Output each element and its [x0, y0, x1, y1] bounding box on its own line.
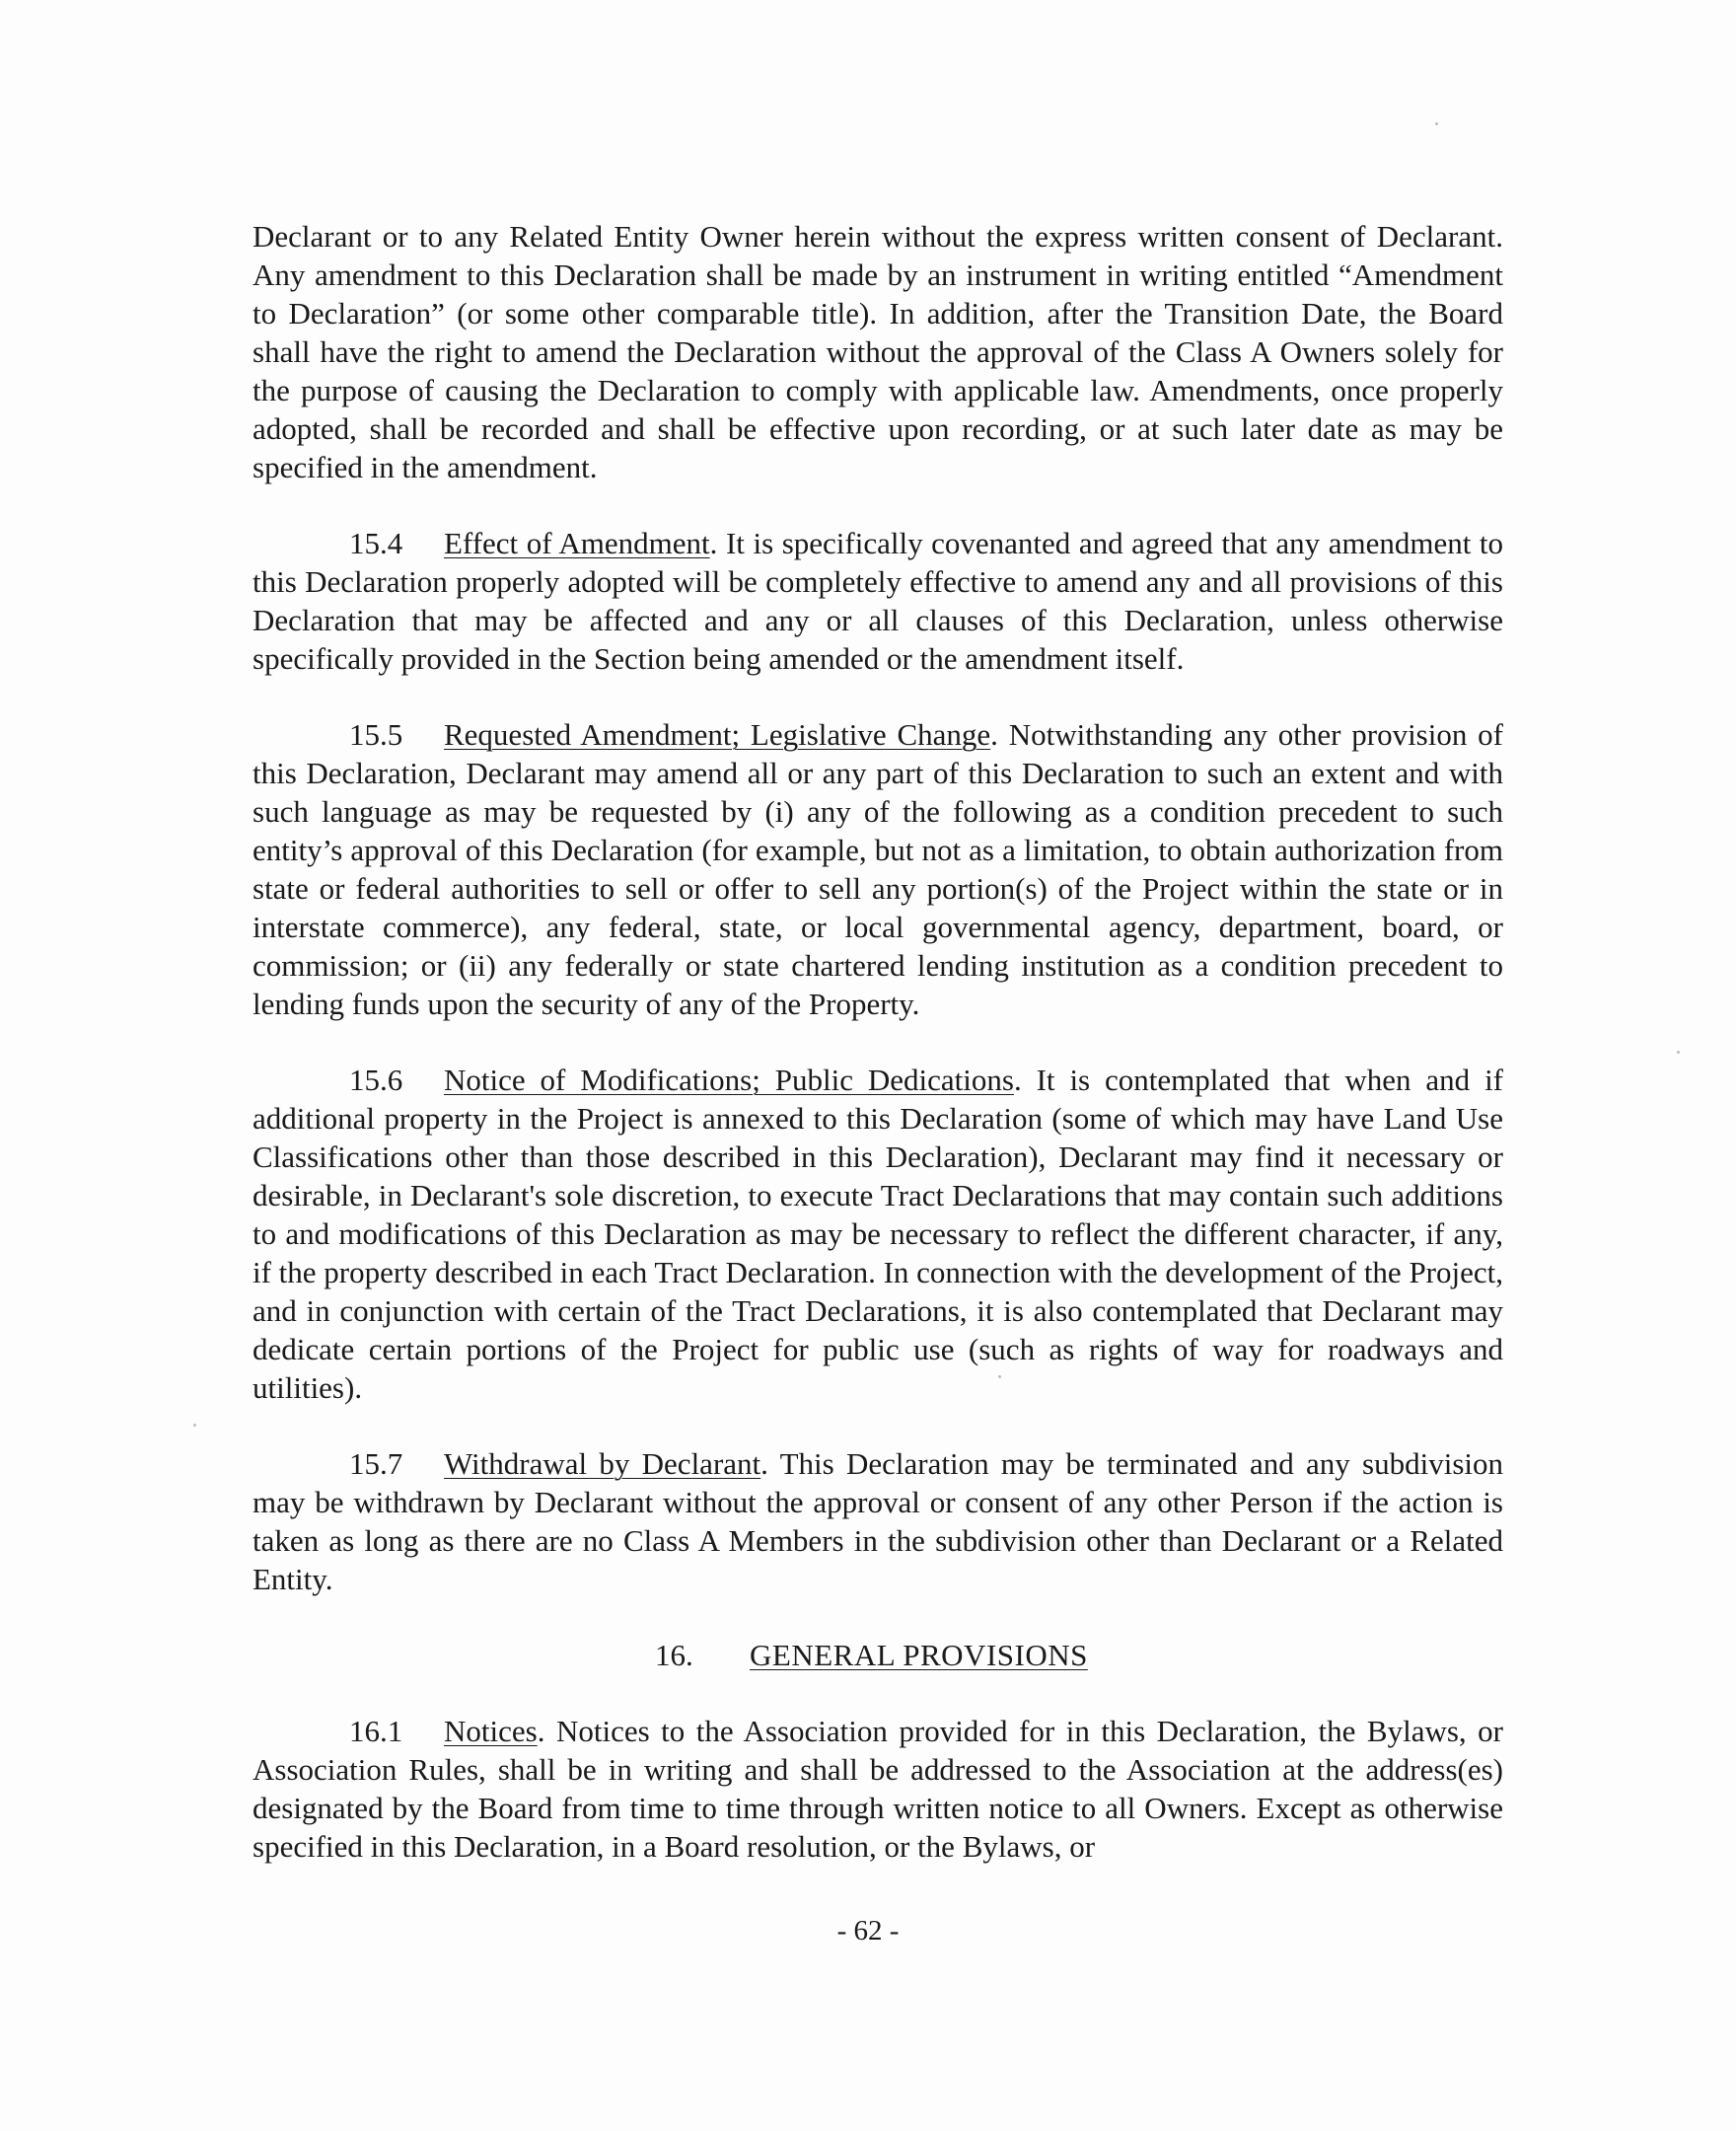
paragraph-number: 16.1 — [349, 1714, 403, 1748]
paragraph-number: 15.7 — [349, 1446, 403, 1481]
section-title: GENERAL PROVISIONS — [750, 1638, 1088, 1672]
scan-speck — [998, 1375, 1001, 1378]
paragraph-number: 15.4 — [349, 526, 403, 560]
paragraph-text: . It is specifically covenanted and agreed that any amendment to this Declaration properly adopted will be completely effective to amend any and all provisions of this Declaration that may be affected and any or all clauses of this Declaration, unless otherwise specifically provided in the Section being amended or the amendment itself. — [253, 526, 1503, 676]
paragraph-number: 15.5 — [349, 717, 403, 752]
paragraph-heading: Notice of Modifications; Public Dedications — [444, 1063, 1014, 1097]
paragraph-heading: Effect of Amendment — [444, 526, 710, 560]
paragraph-text: . This Declaration may be terminated and any subdivision may be withdrawn by Declarant without the approval or consent of any other Person if the action is taken as long as there are no Class A Members in the subdivision other than Declarant or a Related Entity. — [253, 1446, 1503, 1596]
scan-speck — [1435, 122, 1438, 125]
paragraph-15-4 — [253, 524, 1503, 678]
scan-speck — [1677, 1051, 1680, 1054]
paragraph-15-6 — [253, 1061, 1503, 1407]
paragraph-heading: Withdrawal by Declarant — [444, 1446, 761, 1481]
section-heading — [253, 1636, 1503, 1674]
scan-speck — [193, 1424, 196, 1427]
paragraph-number: 15.6 — [349, 1063, 403, 1097]
paragraph-text: Declarant or to any Related Entity Owner herein without the express written consent of Declarant. Any amendment to this Declaration shall be made by an instrument in writing entitled “Amendment to Declaration” (or some other comparable title). In addition, after the Transition Date, the Board shall have the right to amend the Declaration without the approval of the Class A Owners solely for the purpose of causing the Declaration to comply with applicable law. Amendments, once properly adopted, shall be recorded and shall be effective upon recording, or at such later date as may be specified in the amendment. — [253, 219, 1503, 484]
paragraph-15-5 — [253, 715, 1503, 1023]
paragraph-text: . Notwithstanding any other provision of this Declaration, Declarant may amend all or any part of this Declaration to such an extent and with such language as may be requested by (i) any of the following as a condition precedent to such entity’s approval of this Declaration (for example, but not as a limitation, to obtain authorization from state or federal authorities to sell or offer to sell any portion(s) of the Project within the state or in interstate commerce), any federal, state, or local governmental agency, department, board, or commission; or (ii) any federally or state chartered lending institution as a condition precedent to lending funds upon the security of any of the Property. — [253, 717, 1503, 1021]
paragraph-text: . Notices to the Association provided for in this Declaration, the Bylaws, or Association Rules, shall be in writing and shall be addressed to the Association at the address(es) designated by the Board from time to time through written notice to all Owners. Except as otherwise specified in this Declaration, in a Board resolution, or the Bylaws, or — [253, 1714, 1503, 1864]
paragraph-heading: Notices — [444, 1714, 538, 1748]
section-number: 16. — [655, 1638, 693, 1672]
paragraph-15-7 — [253, 1444, 1503, 1598]
document-body — [253, 217, 1503, 1903]
paragraph-heading: Requested Amendment; Legislative Change — [444, 717, 991, 752]
paragraph-16-1 — [253, 1712, 1503, 1866]
paragraph-text: . It is contemplated that when and if additional property in the Project is annexed to this Declaration (some of which may have Land Use Classifications other than those described in this Declaration), Declarant may find it necessary or desirable, in Declarant's sole discretion, to execute Tract Declarations that may contain such additions to and modifications of this Declaration as may be necessary to reflect the different character, if any, if the property described in each Tract Declaration. In connection with the development of the Project, and in conjunction with certain of the Tract Declarations, it is also contemplated that Declarant may dedicate certain portions of the Project for public use (such as rights of way for roadways and utilities). — [253, 1063, 1504, 1405]
page-number: - 62 - — [836, 1915, 900, 1947]
paragraph-continuation — [253, 217, 1503, 486]
